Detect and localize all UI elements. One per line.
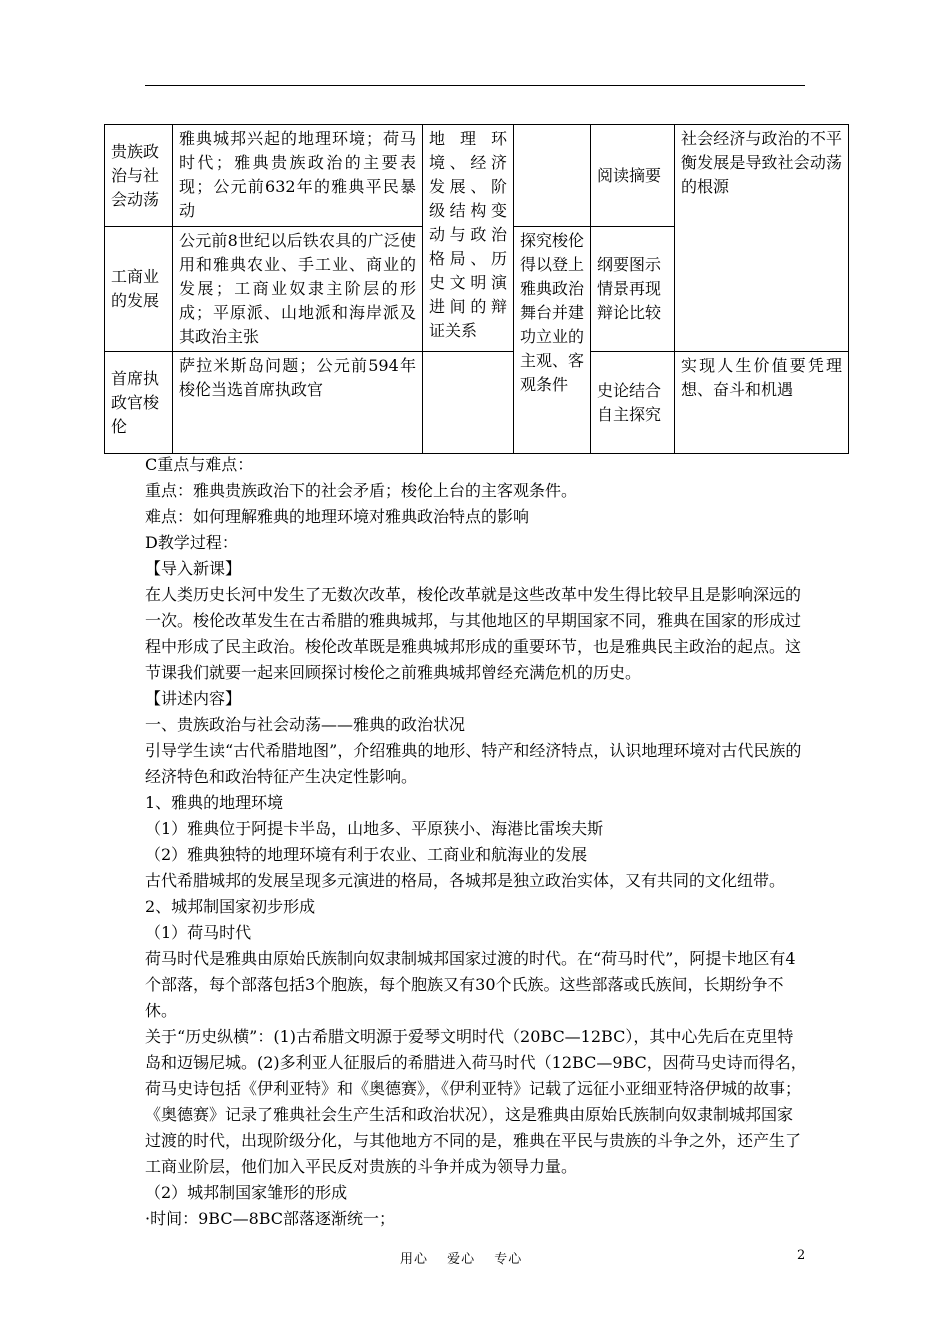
list-heading: 1、雅典的地理环境 <box>145 793 284 812</box>
list-item: （1）荷马时代 <box>145 923 252 942</box>
lesson-body <box>145 452 807 1232</box>
paragraph: 荷马时代是雅典由原始氏族制向奴隶制城邦国家过渡的时代。在“荷马时代”，阿提卡地区有4个部落，每个部落包括3个胞族，每个胞族又有30个氏族。这些部落或氏族间，长期纷争不休。 <box>145 949 796 1020</box>
subsection-heading: 【导入新课】 <box>145 559 242 578</box>
list-item: （1）雅典位于阿提卡半岛，山地多、平原狭小、海港比雷埃夫斯 <box>145 819 604 838</box>
table-row <box>105 352 849 454</box>
method-cell: 史论结合 自主探究 <box>591 352 675 454</box>
list-item: （2）雅典独特的地理环境有利于农业、工商业和航海业的发展 <box>145 845 588 864</box>
page-footer <box>0 1248 950 1268</box>
subsection-heading: 【讲述内容】 <box>145 689 242 708</box>
difficult-point: 难点：如何理解雅典的地理环境对雅典政治特点的影响 <box>145 507 530 526</box>
value-goal-cell: 实现人生价值要凭理想、奋斗和机遇 <box>675 352 849 454</box>
topic-cell: 贵族政治与社会动荡 <box>105 125 173 227</box>
topic-cell: 首席执政官梭伦 <box>105 352 173 454</box>
content-cell: 雅典城邦兴起的地理环境；荷马时代；雅典贵族政治的主要表现；公元前632年的雅典平民暴动 <box>173 125 423 227</box>
topic-cell: 工商业的发展 <box>105 227 173 352</box>
ability-goal-cell: 地理环境、经济发展、阶级结构变动与政治格局、历史文明演进间的辩证关系 <box>423 125 514 352</box>
list-item: ·时间：9BC—8BC部落逐渐统一； <box>145 1209 396 1228</box>
process-goal-cell: 探究梭伦得以登上雅典政治舞台并建功立业的主观、客观条件 <box>514 227 591 454</box>
lesson-objectives-table <box>104 124 849 454</box>
content-cell: 公元前8世纪以后铁农具的广泛使用和雅典农业、手工业、商业的发展；工商业奴隶主阶层的形成；平原派、山地派和海岸派及其政治主张 <box>173 227 423 352</box>
header-rule <box>145 85 805 86</box>
empty-cell <box>514 125 591 227</box>
paragraph: 引导学生读“古代希腊地图”，介绍雅典的地形、特产和经济特点，认识地理环境对古代民族的经济特色和政治特征产生决定性影响。 <box>145 741 802 786</box>
section-heading: D教学过程： <box>145 533 238 552</box>
list-item: （2）城邦制国家雏形的形成 <box>145 1183 348 1202</box>
footer-motto: 用心 爱心 专心 <box>400 1252 523 1267</box>
table-row <box>105 125 849 227</box>
key-point: 重点：雅典贵族政治下的社会矛盾；梭伦上台的主客观条件。 <box>145 481 578 500</box>
paragraph: 在人类历史长河中发生了无数次改革，梭伦改革就是这些改革中发生得比较早且是影响深远的一次。梭伦改革发生在古希腊的雅典城邦，与其他地区的早期国家不同，雅典在国家的形成过程中形成了民主政治。梭伦改革既是雅典城邦形成的重要环节，也是雅典民主政治的起点。这节课我们就要一起来回顾探讨梭伦之前雅典城邦曾经充满危机的历史。 <box>145 585 802 682</box>
paragraph: 关于“历史纵横”：(1)古希腊文明源于爱琴文明时代（20BC—12BC），其中心先后在克里特岛和迈锡尼城。(2)多利亚人征服后的希腊进入荷马时代（12BC—9BC，因荷马史诗而得名，荷马史诗包括《伊利亚特》和《奥德赛》，《伊利亚特》记载了远征小亚细亚特洛伊城的故事；《奥德赛》记录了雅典社会生产生活和政治状况），这是雅典由原始氏族制向奴隶制城邦国家过渡的时代，出现阶级分化，与其他地方不同的是，雅典在平民与贵族的斗争之外，还产生了工商业阶层，他们加入平民反对贵族的斗争并成为领导力量。 <box>145 1027 807 1176</box>
method-cell: 阅读摘要 <box>591 125 675 227</box>
method-cell: 纲要图示 情景再现 辩论比较 <box>591 227 675 352</box>
content-cell: 萨拉米斯岛问题；公元前594年梭伦当选首席执政官 <box>173 352 423 454</box>
empty-cell <box>423 352 514 454</box>
section-heading: C重点与难点： <box>145 455 254 474</box>
value-goal-cell: 社会经济与政治的不平衡发展是导致社会动荡的根源 <box>675 125 849 352</box>
section-heading: 一、贵族政治与社会动荡——雅典的政治状况 <box>145 715 466 734</box>
list-heading: 2、城邦制国家初步形成 <box>145 897 316 916</box>
paragraph: 古代希腊城邦的发展呈现多元演进的格局，各城邦是独立政治实体，又有共同的文化纽带。 <box>145 871 786 890</box>
page-number: 2 <box>797 1248 806 1263</box>
